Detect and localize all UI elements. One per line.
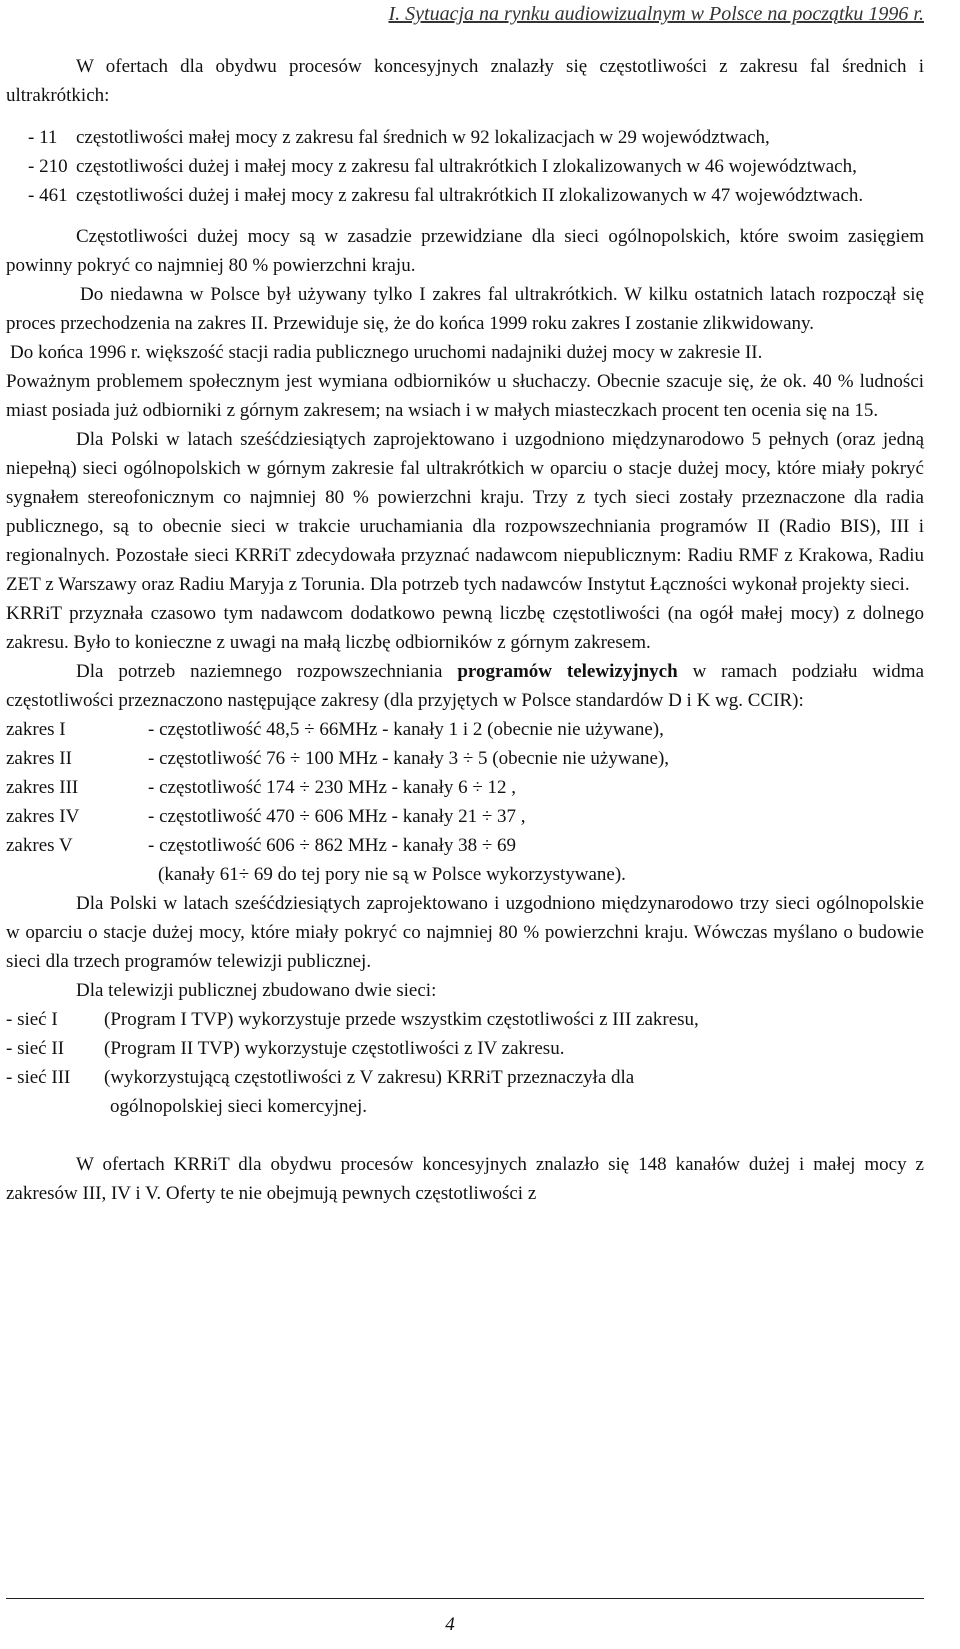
list-item-text: częstotliwości dużej i małej mocy z zakresu fal ultrakrótkich I zlokalizowanych w 46 województwach, xyxy=(76,156,857,177)
network-name: - sieć III xyxy=(6,1067,71,1088)
list-item-text: częstotliwości dużej i małej mocy z zakresu fal ultrakrótkich II zlokalizowanych w 47 województwach. xyxy=(76,185,864,206)
list-item xyxy=(6,744,924,773)
paragraph-receivers: Poważnym problemem społecznym jest wymiana odbiorników u słuchaczy. Obecnie szacuje się, że ok. 40 % ludności miast posiada już odbiorniki z górnym zakresem; na wsiach i w małych miasteczkach procent ten ocenia się na 15. xyxy=(6,371,924,421)
list-item xyxy=(6,152,924,181)
paragraph-high-power: Częstotliwości dużej mocy są w zasadzie przewidziane dla sieci ogólnopolskich, które swoim zasięgiem powinny pokryć co najmniej 80 % powierzchni kraju. xyxy=(6,226,924,276)
running-header: I. Sytuacja na rynku audiowizualnym w Polsce na początku 1996 r. xyxy=(388,3,924,25)
footer-divider xyxy=(6,1598,924,1599)
tv-programs-bold: programów telewizyjnych xyxy=(457,661,678,682)
paragraph-public-tv: Dla telewizji publicznej zbudowano dwie sieci: xyxy=(76,980,437,1001)
network-name: - sieć II xyxy=(6,1038,65,1059)
tv-band-list xyxy=(6,715,924,889)
list-item-count: - 11 xyxy=(28,127,58,148)
list-item xyxy=(6,715,924,744)
band-name: zakres V xyxy=(6,835,73,856)
tv-intro-text-a: Dla potrzeb naziemnego rozpowszechniania xyxy=(76,661,458,682)
tv-intro-text-b: w ramach podziału widma częstotliwości przeznaczono następujące zakresy (dla przyjętych w Polsce standardów D i K wg. CCIR): xyxy=(6,661,925,711)
band-name: zakres III xyxy=(6,777,79,798)
band-description: - częstotliwość 174 ÷ 230 MHz - kanały 6 ÷ 12 , xyxy=(148,777,517,798)
list-item xyxy=(6,773,924,802)
paragraph-band-transition: Do niedawna w Polsce był używany tylko I zakres fal ultrakrótkich. W kilku ostatnich latach rozpoczął się proces przechodzenia na zakres II. Przewiduje się, że do końca 1999 roku zakres I zostanie zlikwidowany. xyxy=(6,284,924,334)
paragraph-radio-networks: Dla Polski w latach sześćdziesiątych zaprojektowano i uzgodniono międzynarodowo 5 pełnych (oraz jedną niepełną) sieci ogólnopolskich w górnym zakresie fal ultrakrótkich w oparciu o stacje dużej mocy, które miały pokryć sygnałem stereofonicznym co najmniej 80 % powierzchni kraju. Trzy z tych sieci zostały przeznaczone dla radia publicznego, są to obecnie sieci w trakcie uruchamiania dla rozpowszechniania programów II (Radio BIS), III i regionalnych. Pozostałe sieci KRRiT zdecydowała przyznać nadawcom niepublicznym: Radiu RMF z Krakowa, Radiu ZET z Warszawy oraz Radiu Maryja z Torunia. Dla potrzeb tych nadawców Instytut Łączności wykonał projekty sieci. xyxy=(6,429,924,595)
band-description: - częstotliwość 470 ÷ 606 MHz - kanały 21 ÷ 37 , xyxy=(148,806,526,827)
network-description: (wykorzystującą częstotliwości z V zakresu) KRRiT przeznaczyła dla xyxy=(104,1067,635,1088)
intro-paragraph: W ofertach dla obydwu procesów koncesyjnych znalazły się częstotliwości z zakresu fal średnich i ultrakrótkich: xyxy=(6,56,924,106)
list-item xyxy=(6,1005,924,1034)
list-item xyxy=(6,802,924,831)
list-item xyxy=(6,1063,924,1092)
band-name: zakres II xyxy=(6,748,72,769)
band-description: - częstotliwość 606 ÷ 862 MHz - kanały 38 ÷ 69 xyxy=(148,835,517,856)
paragraph-tv-bands-intro xyxy=(6,657,924,715)
tv-network-list xyxy=(6,1005,924,1121)
radio-frequency-list xyxy=(6,123,924,210)
network-description: (Program II TVP) wykorzystuje częstotliwości z IV zakresu. xyxy=(104,1038,565,1059)
page-number: 4 xyxy=(445,1614,455,1635)
list-item xyxy=(6,123,924,152)
band-description: - częstotliwość 76 ÷ 100 MHz - kanały 3 ÷ 5 (obecnie nie używane), xyxy=(148,748,670,769)
paragraph-temporary-frequencies: KRRiT przyznała czasowo tym nadawcom dodatkowo pewną liczbę częstotliwości (na ogół małej mocy) z dolnego zakresu. Było to konieczne z uwagi na małą liczbę odbiorników z górnym zakresem. xyxy=(6,603,924,653)
list-item xyxy=(6,1034,924,1063)
list-item xyxy=(6,181,924,210)
band-name: zakres IV xyxy=(6,806,80,827)
band-name: zakres I xyxy=(6,719,66,740)
network-description-continued: ogólnopolskiej sieci komercyjnej. xyxy=(110,1096,367,1117)
list-item xyxy=(6,831,924,860)
band-description: - częstotliwość 48,5 ÷ 66MHz - kanały 1 i 2 (obecnie nie używane), xyxy=(148,719,664,740)
network-name: - sieć I xyxy=(6,1009,58,1030)
band-note: (kanały 61÷ 69 do tej pory nie są w Polsce wykorzystywane). xyxy=(158,864,626,885)
network-description: (Program I TVP) wykorzystuje przede wszystkim częstotliwości z III zakresu, xyxy=(104,1009,699,1030)
page-body xyxy=(6,52,924,1208)
paragraph-tv-networks-plan: Dla Polski w latach sześćdziesiątych zaprojektowano i uzgodniono międzynarodowo trzy sieci ogólnopolskie w oparciu o stacje dużej mocy, które miały pokryć co najmniej 80 % powierzchni kraju. Wówczas myślano o budowie sieci dla trzech programów telewizji publicznej. xyxy=(6,893,924,972)
paragraph-tv-offers: W ofertach KRRiT dla obydwu procesów koncesyjnych znalazło się 148 kanałów dużej i małej mocy z zakresów III, IV i V. Oferty te nie obejmują pewnych częstotliwości z xyxy=(6,1154,924,1204)
list-item-text: częstotliwości małej mocy z zakresu fal średnich w 92 lokalizacjach w 29 województwach, xyxy=(76,127,770,148)
list-item-count: - 210 xyxy=(28,156,68,177)
paragraph-public-radio: Do końca 1996 r. większość stacji radia publicznego uruchomi nadajniki dużej mocy w zakresie II. xyxy=(10,342,763,363)
list-item-count: - 461 xyxy=(28,185,68,206)
